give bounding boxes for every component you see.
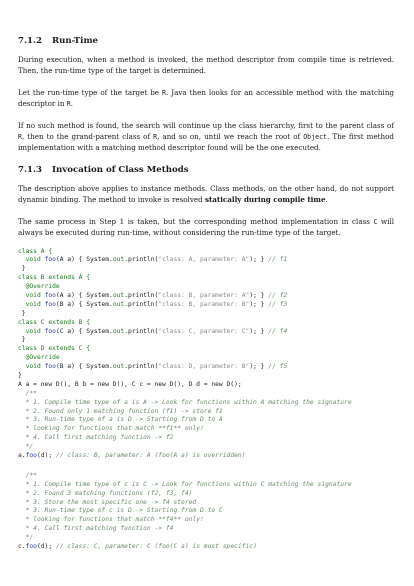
paragraph-run-time-type: Let the run-time type of the target be R. Java then looks for an accessible method with the matching descriptor in R. bbox=[18, 88, 394, 108]
code-comment: /** bbox=[25, 471, 37, 479]
code-comment: * 3. Run-time type of a is D -> Starting from D to A bbox=[25, 416, 223, 424]
code-spacer bbox=[18, 461, 394, 472]
code-line: A a = new D(), B b = new D(), C c = new D(), D d = new D(); bbox=[18, 380, 242, 388]
code-line: } bbox=[21, 265, 26, 273]
code-line: @Override bbox=[25, 354, 60, 362]
code-line: } bbox=[21, 336, 26, 344]
paragraph-same-process: The same process in Step 1 is taken, but the corresponding method implementation in class C will always be executed during run-time, without considering the run-time type of the target. bbox=[18, 217, 395, 237]
code-comment: * 3. Run-time type of c is D -> Starting from D to C bbox=[25, 507, 223, 515]
code-comment: /** bbox=[25, 389, 37, 397]
code-line: class D extends C { bbox=[18, 345, 91, 353]
code-comment: * 2. Found 3 matching functions (f2, f3, f4) bbox=[25, 489, 193, 497]
code-line: class B extends A { bbox=[18, 274, 91, 282]
section-heading-class-methods bbox=[18, 165, 394, 176]
code-line: void foo(B a) { System.out.println("class: B, parameter: B"); } // f3 bbox=[25, 300, 288, 308]
code-line: void foo(A a) { System.out.println("class: A, parameter: A"); } // f1 bbox=[25, 256, 288, 264]
code-line: void foo(C a) { System.out.println("class: C, parameter: C"); } // f4 bbox=[25, 327, 288, 335]
inline-code: C bbox=[373, 218, 378, 227]
code-line: @Override bbox=[25, 283, 60, 291]
inline-code: R bbox=[66, 99, 71, 108]
section-number: 7.1.2 bbox=[18, 36, 42, 46]
section-number: 7.1.3 bbox=[18, 165, 42, 176]
code-comment: * 4. Call first matching function -> f2 bbox=[25, 434, 174, 442]
inline-code: Object bbox=[303, 132, 328, 141]
section-title: Run-Time bbox=[52, 36, 99, 46]
code-line: void foo(A a) { System.out.println("class: B, parameter: A"); } // f2 bbox=[25, 291, 288, 299]
code-comment: * 4. Call first matching function -> f4 bbox=[25, 525, 174, 533]
code-line: class A { bbox=[18, 247, 53, 255]
bold-phrase: statically during compile time bbox=[204, 194, 326, 204]
inline-code: R bbox=[153, 132, 158, 141]
paragraph-class-methods: The description above applies to instance methods. Class methods, on the other hand, do not support dynamic binding. The method to invoke is resolved statically during compile time. bbox=[18, 184, 394, 204]
code-line: c.foo(d); // class: C, parameter: C (foo(C a) is most specific) bbox=[18, 543, 257, 551]
inline-code: R bbox=[162, 89, 166, 98]
paragraph-hierarchy-search: If no such method is found, the search will continue up the class hierarchy, first to the parent class of R, then to the grand-parent class of R, and so on, until we reach the root of Object. The first method implementation with a matching method descriptor found will be the one executed. bbox=[18, 121, 395, 152]
code-comment: * looking for functions that match **f4** only! bbox=[25, 516, 204, 524]
code-comment: * 3. Store the most specific one -> f4 stored bbox=[25, 498, 197, 506]
code-comment: * 2. Found only 1 matching function (f1) -> store f1 bbox=[25, 407, 223, 415]
code-line: a.foo(d); // class: B, parameter: A (foo(A a) is overridden) bbox=[18, 452, 246, 460]
section-title: Invocation of Class Methods bbox=[52, 165, 189, 176]
code-line: void foo(B a) { System.out.println("class: D, parameter: B"); } // f5 bbox=[25, 363, 288, 371]
code-comment: * looking for functions that match **f1** only! bbox=[25, 425, 204, 433]
code-comment: * 1. Compile time type of a is A -> Look for functions within A matching the signature bbox=[25, 398, 352, 406]
code-line: } bbox=[21, 309, 26, 317]
code-line: } bbox=[18, 372, 22, 379]
code-comment: * 1. Compile time type of c is C -> Look for functions within C matching the signature bbox=[25, 480, 352, 488]
code-comment: */ bbox=[25, 443, 34, 451]
code-line: class C extends B { bbox=[18, 318, 91, 326]
paragraph-run-time-intro: During execution, when a method is invoked, the method descriptor from compile time is retrieved. Then, the run-time type of the target is determined. bbox=[18, 55, 394, 75]
section-heading-run-time bbox=[18, 36, 394, 47]
code-comment: */ bbox=[25, 534, 34, 542]
code-listing bbox=[18, 248, 394, 552]
inline-code: R bbox=[18, 132, 22, 141]
